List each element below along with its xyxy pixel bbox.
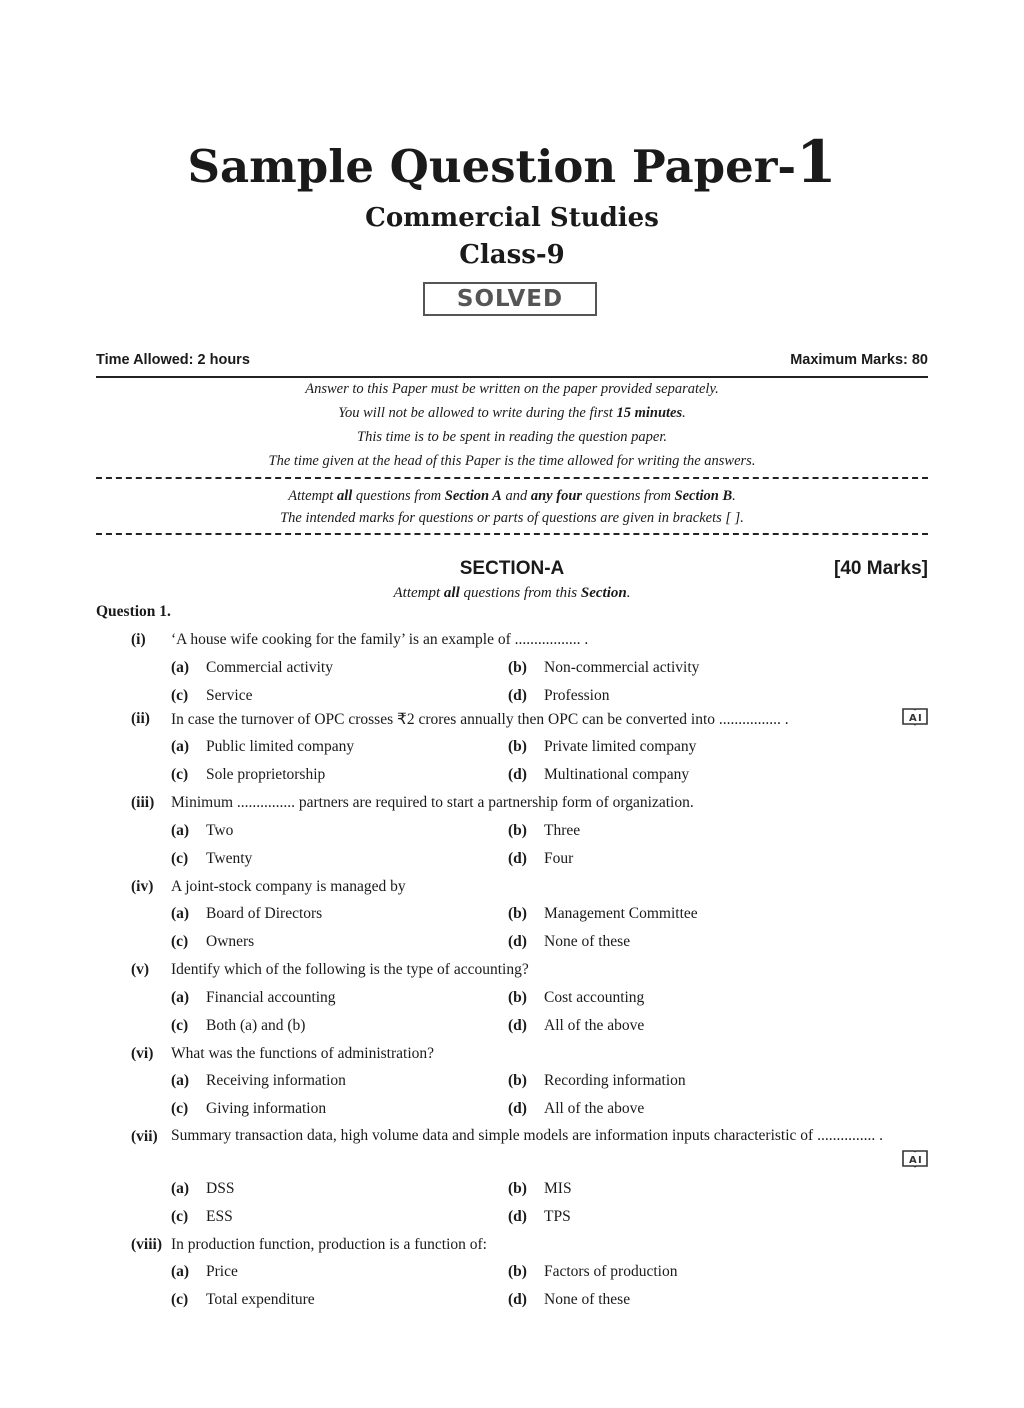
option-text: Management Committee: [544, 905, 698, 922]
paper-number: 1: [796, 128, 837, 196]
question-number: (viii): [131, 1236, 162, 1253]
option-label: (a): [171, 659, 190, 676]
option-label: (c): [171, 1017, 189, 1034]
option-text: Multinational company: [544, 766, 690, 783]
option-label: (a): [171, 1263, 190, 1280]
class-title: Class-9: [459, 240, 565, 270]
option-label: (b): [508, 905, 527, 922]
dashed-divider: [96, 533, 928, 535]
ai-book-icon: [902, 707, 928, 727]
solved-badge: SOLVED: [423, 282, 597, 316]
option-text: Sole proprietorship: [206, 766, 326, 783]
option-label: (a): [171, 1180, 190, 1197]
header-rule: [96, 376, 928, 378]
option-label: (b): [508, 1180, 527, 1197]
instruction-line: The time given at the head of this Paper is the time allowed for writing the answers.: [268, 453, 756, 469]
question-text: A joint-stock company is managed by: [171, 878, 406, 895]
option-label: (d): [508, 1208, 527, 1225]
option-text: Board of Directors: [206, 905, 323, 922]
option-label: (c): [171, 766, 189, 783]
time-allowed: Time Allowed: 2 hours: [96, 352, 250, 368]
option-label: (a): [171, 1072, 190, 1089]
option-text: Financial accounting: [206, 989, 336, 1006]
option-text: All of the above: [544, 1100, 645, 1117]
option-text: Private limited company: [544, 738, 697, 755]
option-label: (b): [508, 1263, 527, 1280]
option-label: (b): [508, 822, 527, 839]
option-label: (d): [508, 687, 527, 704]
svg-text:I: I: [918, 713, 922, 724]
option-text: Price: [206, 1263, 238, 1280]
instruction-line: You will not be allowed to write during the first 15 minutes.: [338, 405, 686, 421]
option-label: (c): [171, 1208, 189, 1225]
option-label: (c): [171, 850, 189, 867]
option-text: DSS: [206, 1180, 235, 1197]
instruction-line: The intended marks for questions or parts of questions are given in brackets [ ].: [280, 510, 744, 526]
subject-title: Commercial Studies: [365, 203, 659, 233]
option-text: Recording information: [544, 1072, 686, 1089]
option-text: Factors of production: [544, 1263, 678, 1280]
dashed-divider: [96, 477, 928, 479]
option-label: (d): [508, 1291, 527, 1308]
option-text: Non-commercial activity: [544, 659, 700, 676]
question-number: (i): [131, 631, 146, 648]
option-label: (b): [508, 989, 527, 1006]
instruction-line: Attempt all questions from Section A and any four questions from Section B.: [288, 488, 736, 504]
section-subtitle: Attempt all questions from this Section.: [393, 585, 631, 601]
option-text: Three: [544, 822, 581, 839]
option-text: Two: [206, 822, 234, 839]
svg-text:A: A: [909, 713, 917, 724]
option-label: (a): [171, 905, 190, 922]
paper-title-text: Sample Question Paper-: [187, 140, 797, 193]
instruction-line: Answer to this Paper must be written on the paper provided separately.: [305, 381, 719, 397]
option-label: (b): [508, 738, 527, 755]
option-label: (c): [171, 687, 189, 704]
option-label: (b): [508, 1072, 527, 1089]
option-label: (a): [171, 822, 190, 839]
option-label: (c): [171, 1291, 189, 1308]
maximum-marks: Maximum Marks: 80: [790, 352, 928, 368]
option-text: Owners: [206, 933, 255, 950]
question-heading: Question 1.: [96, 603, 171, 620]
question-number: (vii): [131, 1128, 158, 1145]
option-text: TPS: [544, 1208, 571, 1225]
ai-book-icon: [902, 1149, 928, 1169]
option-label: (d): [508, 766, 527, 783]
option-text: MIS: [544, 1180, 572, 1197]
option-label: (d): [508, 850, 527, 867]
option-text: Receiving information: [206, 1072, 346, 1089]
option-text: ESS: [206, 1208, 233, 1225]
option-label: (d): [508, 1017, 527, 1034]
option-text: Profession: [544, 687, 610, 704]
question-number: (v): [131, 961, 150, 978]
option-text: None of these: [544, 933, 631, 950]
option-label: (c): [171, 933, 189, 950]
question-text: Identify which of the following is the type of accounting?: [171, 961, 529, 978]
section-marks: [40 Marks]: [834, 558, 928, 579]
option-text: Both (a) and (b): [206, 1017, 306, 1034]
question-text: What was the functions of administration?: [171, 1045, 435, 1062]
question-text: ‘A house wife cooking for the family’ is an example of ................. .: [171, 631, 589, 648]
question-number: (vi): [131, 1045, 154, 1062]
option-text: Public limited company: [206, 738, 355, 755]
option-label: (c): [171, 1100, 189, 1117]
question-number: (iv): [131, 878, 154, 895]
option-label: (a): [171, 989, 190, 1006]
instruction-line: This time is to be spent in reading the question paper.: [357, 429, 667, 445]
option-text: Commercial activity: [206, 659, 333, 676]
question-text: In production function, production is a function of:: [171, 1236, 487, 1253]
option-text: None of these: [544, 1291, 631, 1308]
option-label: (d): [508, 933, 527, 950]
option-label: (a): [171, 738, 190, 755]
option-text: Cost accounting: [544, 989, 645, 1006]
svg-text:A: A: [909, 1155, 917, 1166]
option-text: Twenty: [206, 850, 253, 867]
question-text: In case the turnover of OPC crosses ₹2 crores annually then OPC can be converted into ................ .: [171, 711, 789, 728]
question-number: (iii): [131, 794, 155, 811]
section-title: SECTION-A: [459, 558, 565, 579]
question-text: Minimum ............... partners are required to start a partnership form of organization.: [171, 794, 694, 811]
option-text: Four: [544, 850, 574, 867]
option-label: (b): [508, 659, 527, 676]
option-text: Service: [206, 687, 253, 704]
option-text: Giving information: [206, 1100, 327, 1117]
option-text: All of the above: [544, 1017, 645, 1034]
option-text: Total expenditure: [206, 1291, 315, 1308]
question-text: Summary transaction data, high volume data and simple models are information inputs characteristic of ............... .: [171, 1127, 883, 1144]
paper-title: [0, 128, 1024, 196]
question-number: (ii): [131, 710, 150, 727]
option-label: (d): [508, 1100, 527, 1117]
svg-text:I: I: [918, 1155, 922, 1166]
